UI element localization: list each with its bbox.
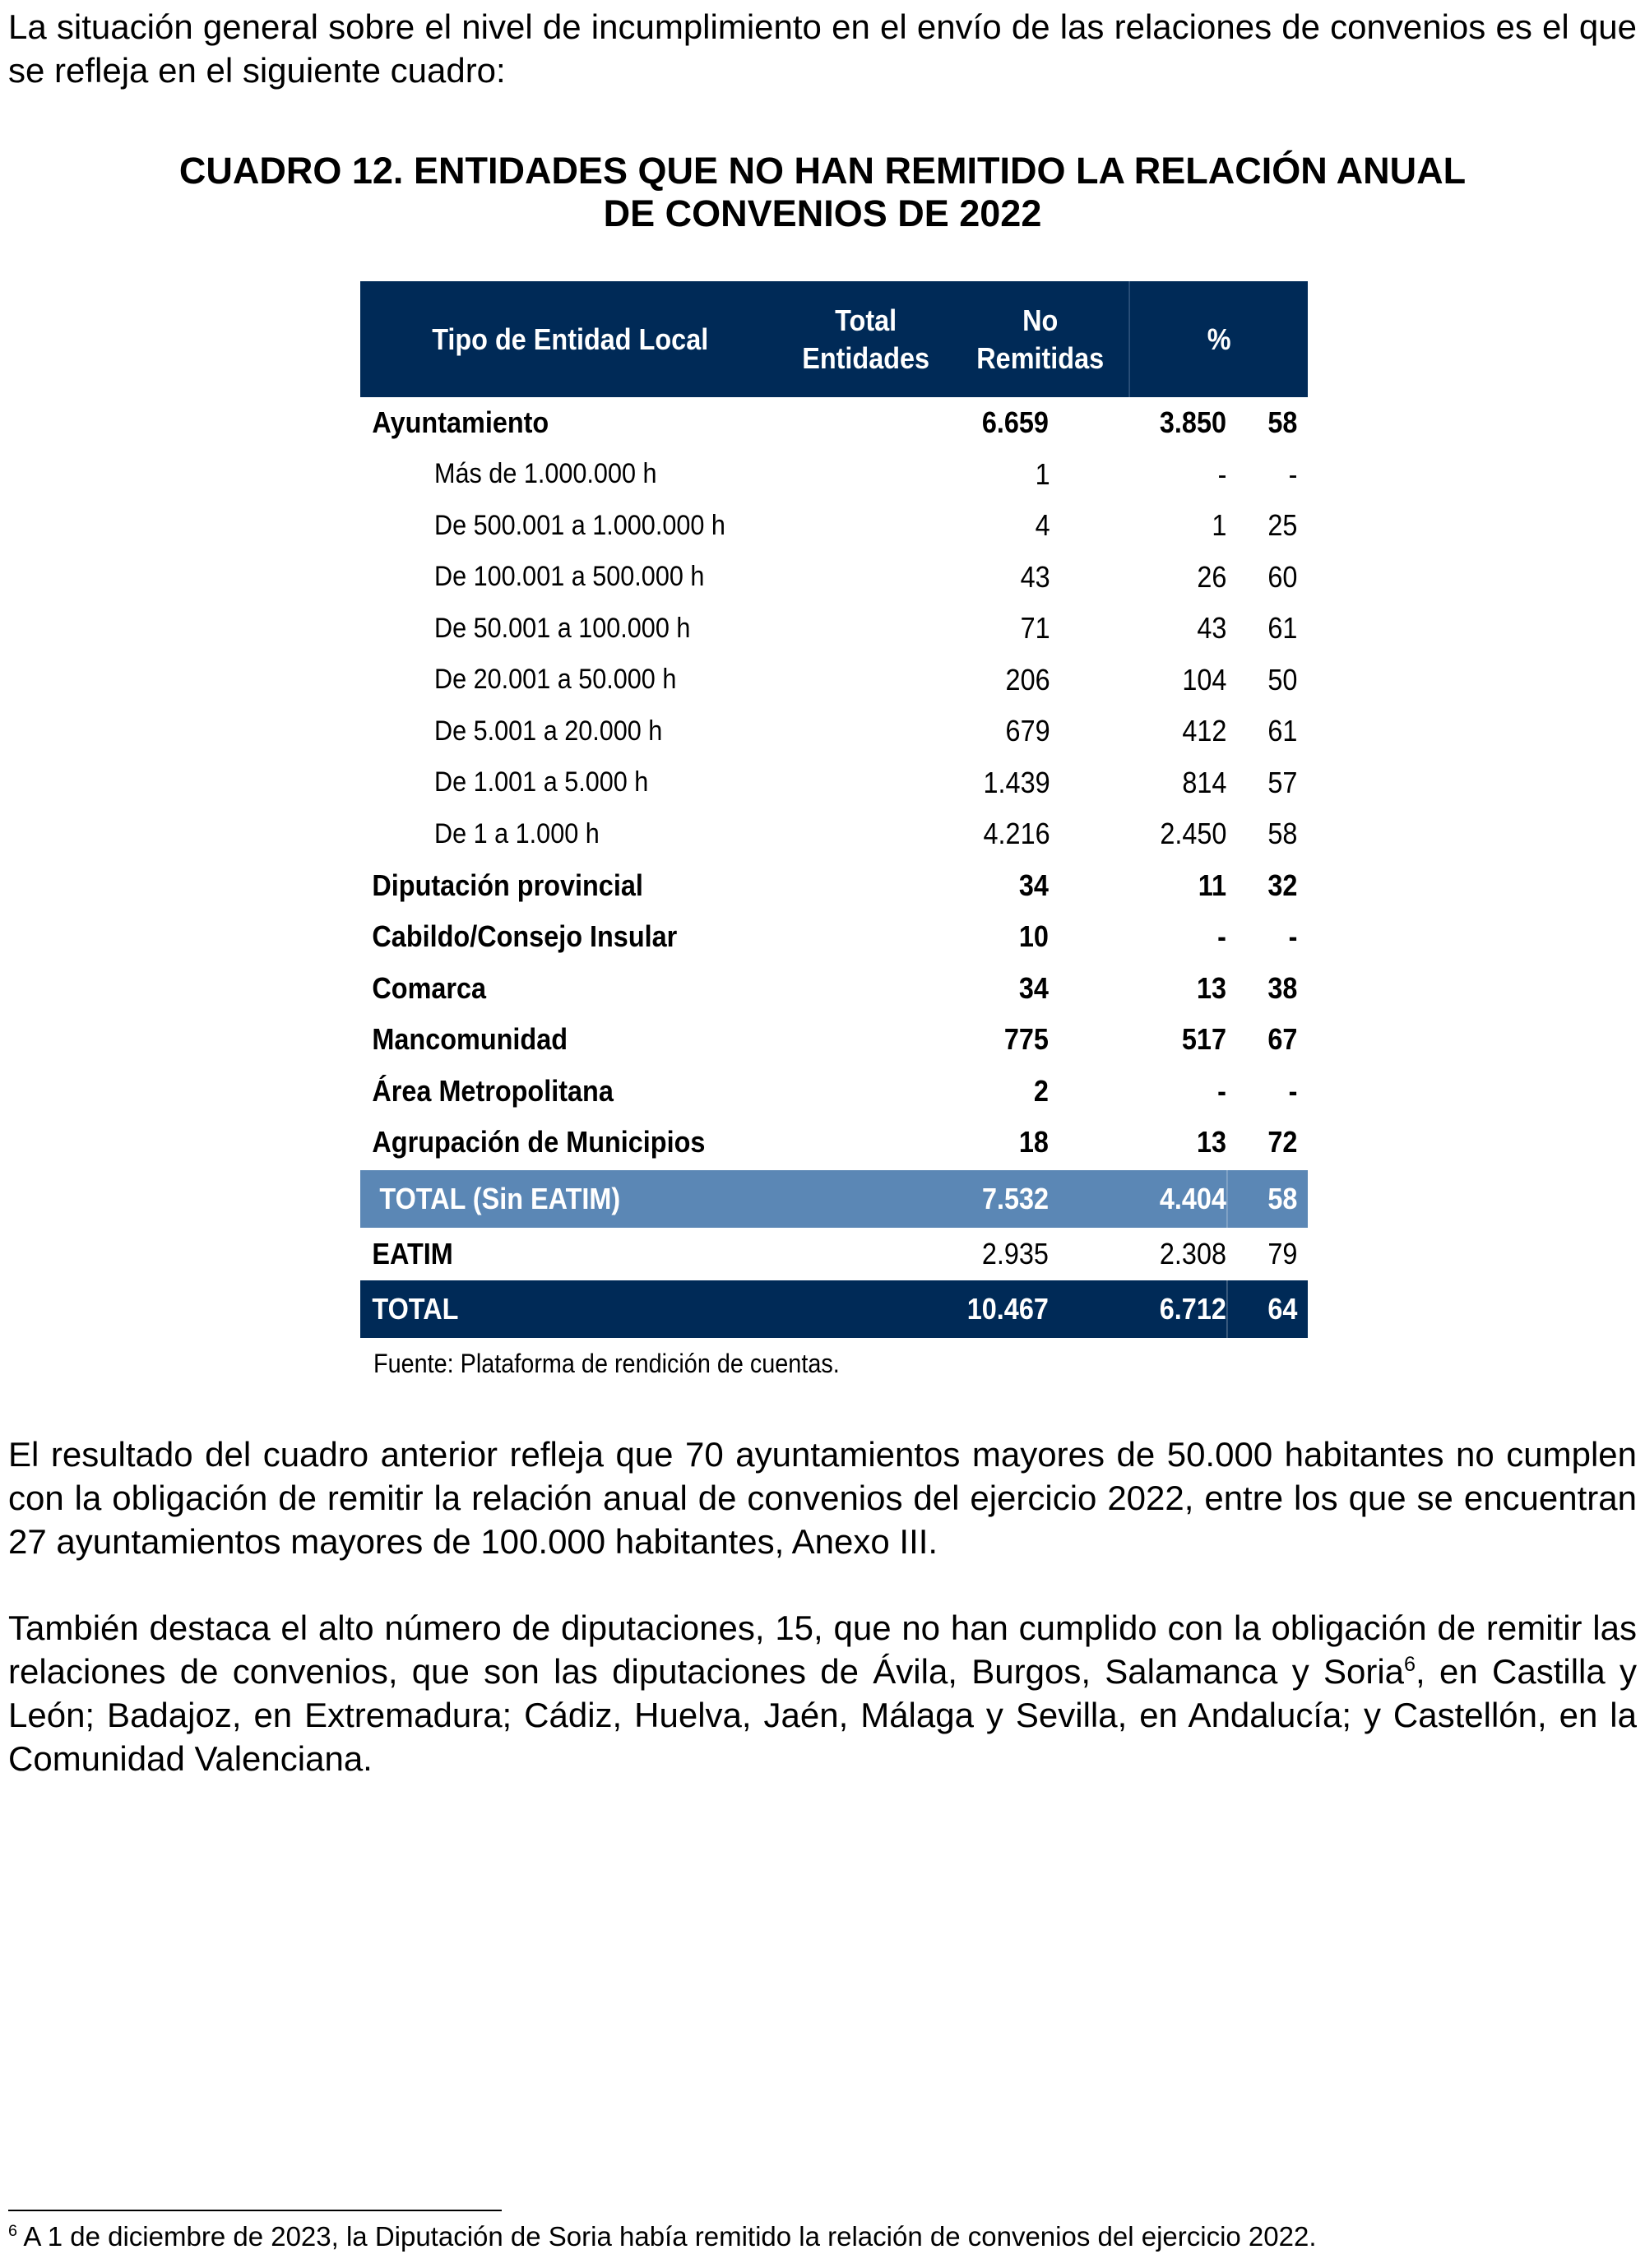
row-no-remitidas: 11: [1198, 868, 1226, 902]
row-label: Mancomunidad: [372, 1022, 568, 1057]
row-label: Agrupación de Municipios: [372, 1125, 706, 1159]
row-total-entidades: 10.467: [966, 1291, 1049, 1326]
row-label: De 500.001 a 1.000.000 h: [434, 509, 725, 541]
table-row: [360, 963, 1308, 1015]
table-title-line2: DE CONVENIOS DE 2022: [603, 192, 1042, 234]
intro-paragraph: La situación general sobre el nivel de incumplimiento en el envío de las relaciones de convenios es el que se refleja en el siguiente cuadro:: [8, 7, 1637, 90]
header-no-line1: No: [1022, 303, 1059, 337]
header-total-entidades: [780, 302, 951, 377]
row-total-entidades: 1: [1035, 456, 1050, 491]
row-no-remitidas: 6.712: [1159, 1291, 1226, 1326]
table-row: [360, 860, 1308, 912]
row-no-remitidas: 2.450: [1160, 817, 1227, 851]
diputaciones-paragraph: [8, 1606, 1637, 1780]
row-no-remitidas: -: [1217, 919, 1226, 954]
table-row: [360, 1228, 1308, 1280]
row-no-remitidas: 104: [1182, 662, 1227, 697]
row-total-entidades: 18: [1018, 1125, 1049, 1159]
row-label: De 100.001 a 500.000 h: [434, 561, 705, 593]
footnote: [8, 2220, 1317, 2253]
row-total-entidades: 4: [1035, 508, 1050, 543]
table-row: [360, 500, 1308, 552]
result-paragraph: El resultado del cuadro anterior refleja que 70 ayuntamientos mayores de 50.000 habitantes no cumplen con la obligación de remitir la relación anual de convenios del ejercicio 2022, entre los que se encuentran 27 ayuntamientos mayores de 100.000 habitantes, Anexo III.: [8, 1435, 1637, 1561]
row-total-entidades: 7.532: [981, 1181, 1050, 1215]
row-no-remitidas: -: [1217, 456, 1227, 491]
table-source: Fuente: Plataforma de rendición de cuentas.: [373, 1349, 840, 1378]
row-percent: 58: [1267, 817, 1298, 851]
diputaciones-text-end: , en Castilla y León; Badajoz, en Extremadura; Cádiz, Huelva, Jaén, Málaga y Sevilla, en Andalucía; y Castellón, en la Comunidad Valenciana.: [8, 1652, 1637, 1778]
row-label: TOTAL: [372, 1291, 459, 1326]
header-tipo-entidad: Tipo de Entidad Local: [432, 322, 709, 356]
footnote-text: A 1 de diciembre de 2023, la Diputación de Soria había remitido la relación de convenios del ejercicio 2022.: [17, 2221, 1317, 2252]
row-no-remitidas: 412: [1182, 714, 1227, 748]
table-row: [360, 1117, 1308, 1169]
table-header: [360, 281, 1308, 397]
header-percent: %: [1129, 281, 1308, 397]
row-no-remitidas: 2.308: [1159, 1236, 1226, 1271]
row-total-entidades: 34: [1018, 970, 1049, 1005]
row-total-entidades: 2: [1033, 1073, 1049, 1108]
row-label: Diputación provincial: [372, 868, 643, 902]
row-label: TOTAL (Sin EATIM): [379, 1181, 621, 1215]
row-total-entidades: 34: [1018, 868, 1049, 902]
row-no-remitidas: -: [1217, 1073, 1226, 1108]
header-no-line2: Remitidas: [976, 340, 1105, 375]
row-label: De 1.001 a 5.000 h: [434, 766, 649, 798]
header-no-remitidas: [952, 302, 1129, 377]
table-row: [360, 1014, 1308, 1066]
row-total-entidades: 206: [1005, 662, 1050, 697]
footnote-mark: 6: [8, 2222, 18, 2240]
row-percent: 32: [1267, 868, 1298, 902]
row-percent: 72: [1267, 1125, 1298, 1159]
row-total-entidades: 4.216: [983, 817, 1050, 851]
table-row: [360, 1170, 1308, 1228]
row-percent: 61: [1267, 714, 1298, 748]
row-no-remitidas: 3.850: [1159, 405, 1226, 440]
footnote-divider: [8, 2210, 502, 2211]
row-no-remitidas: 814: [1182, 765, 1227, 799]
table-row: [360, 911, 1308, 963]
row-total-entidades: 775: [1003, 1022, 1049, 1057]
row-percent: -: [1288, 456, 1298, 491]
row-percent: 61: [1267, 611, 1298, 646]
row-total-entidades: 679: [1005, 714, 1050, 748]
table-row: [360, 808, 1308, 860]
row-percent: 50: [1267, 662, 1298, 697]
header-total-line1: Total: [835, 303, 897, 337]
row-percent: 79: [1267, 1236, 1298, 1271]
row-no-remitidas: 1: [1212, 508, 1227, 543]
row-no-remitidas: 43: [1197, 611, 1227, 646]
row-percent: -: [1288, 1073, 1298, 1108]
table-row: [360, 603, 1308, 655]
row-percent: 25: [1267, 508, 1298, 543]
row-percent: 38: [1267, 970, 1298, 1005]
table-row: [360, 706, 1308, 757]
table-row: [360, 757, 1308, 809]
row-label: Más de 1.000.000 h: [434, 458, 657, 490]
row-percent: 64: [1226, 1280, 1308, 1338]
footnote-ref[interactable]: 6: [1404, 1653, 1416, 1676]
row-total-entidades: 1.439: [983, 765, 1050, 799]
row-percent: 57: [1267, 765, 1298, 799]
row-total-entidades: 43: [1020, 559, 1050, 594]
row-label: De 1 a 1.000 h: [434, 817, 600, 849]
row-label: De 50.001 a 100.000 h: [434, 612, 691, 644]
row-total-entidades: 71: [1020, 611, 1050, 646]
row-total-entidades: 6.659: [981, 405, 1049, 440]
table-body: [360, 397, 1308, 1338]
table-title-line1: CUADRO 12. ENTIDADES QUE NO HAN REMITIDO LA RELACIÓN ANUAL: [178, 150, 1467, 192]
table-title: [140, 150, 1505, 235]
row-percent: 60: [1267, 559, 1298, 594]
table-row: [360, 397, 1308, 449]
row-label: Ayuntamiento: [372, 405, 549, 440]
row-no-remitidas: 517: [1181, 1022, 1226, 1057]
row-percent: -: [1288, 919, 1298, 954]
header-total-line2: Entidades: [802, 340, 930, 375]
row-percent: 67: [1267, 1022, 1298, 1057]
diputaciones-text-start: También destaca el alto número de diputaciones, 15, que no han cumplido con la obligación de remitir las relaciones de convenios, que son las diputaciones de Ávila, Burgos, Salamanca y Soria: [8, 1608, 1637, 1691]
table-row: [360, 655, 1308, 706]
row-total-entidades: 10: [1018, 919, 1049, 954]
data-table: [360, 281, 1298, 1338]
row-label: Comarca: [372, 970, 487, 1005]
row-label: De 20.001 a 50.000 h: [434, 664, 677, 696]
table-row: [360, 449, 1308, 501]
row-label: EATIM: [372, 1236, 453, 1271]
table-row: [360, 552, 1308, 604]
row-no-remitidas: 13: [1196, 1125, 1226, 1159]
row-total-entidades: 2.935: [981, 1236, 1049, 1271]
row-percent: 58: [1226, 1170, 1308, 1228]
row-label: Área Metropolitana: [372, 1073, 614, 1108]
row-percent: 58: [1267, 405, 1298, 440]
table-row: [360, 1066, 1308, 1118]
row-no-remitidas: 4.404: [1159, 1181, 1226, 1215]
row-no-remitidas: 13: [1196, 970, 1226, 1005]
row-no-remitidas: 26: [1197, 559, 1227, 594]
row-label: De 5.001 a 20.000 h: [434, 715, 663, 747]
table-row: [360, 1280, 1308, 1338]
row-label: Cabildo/Consejo Insular: [372, 919, 678, 954]
